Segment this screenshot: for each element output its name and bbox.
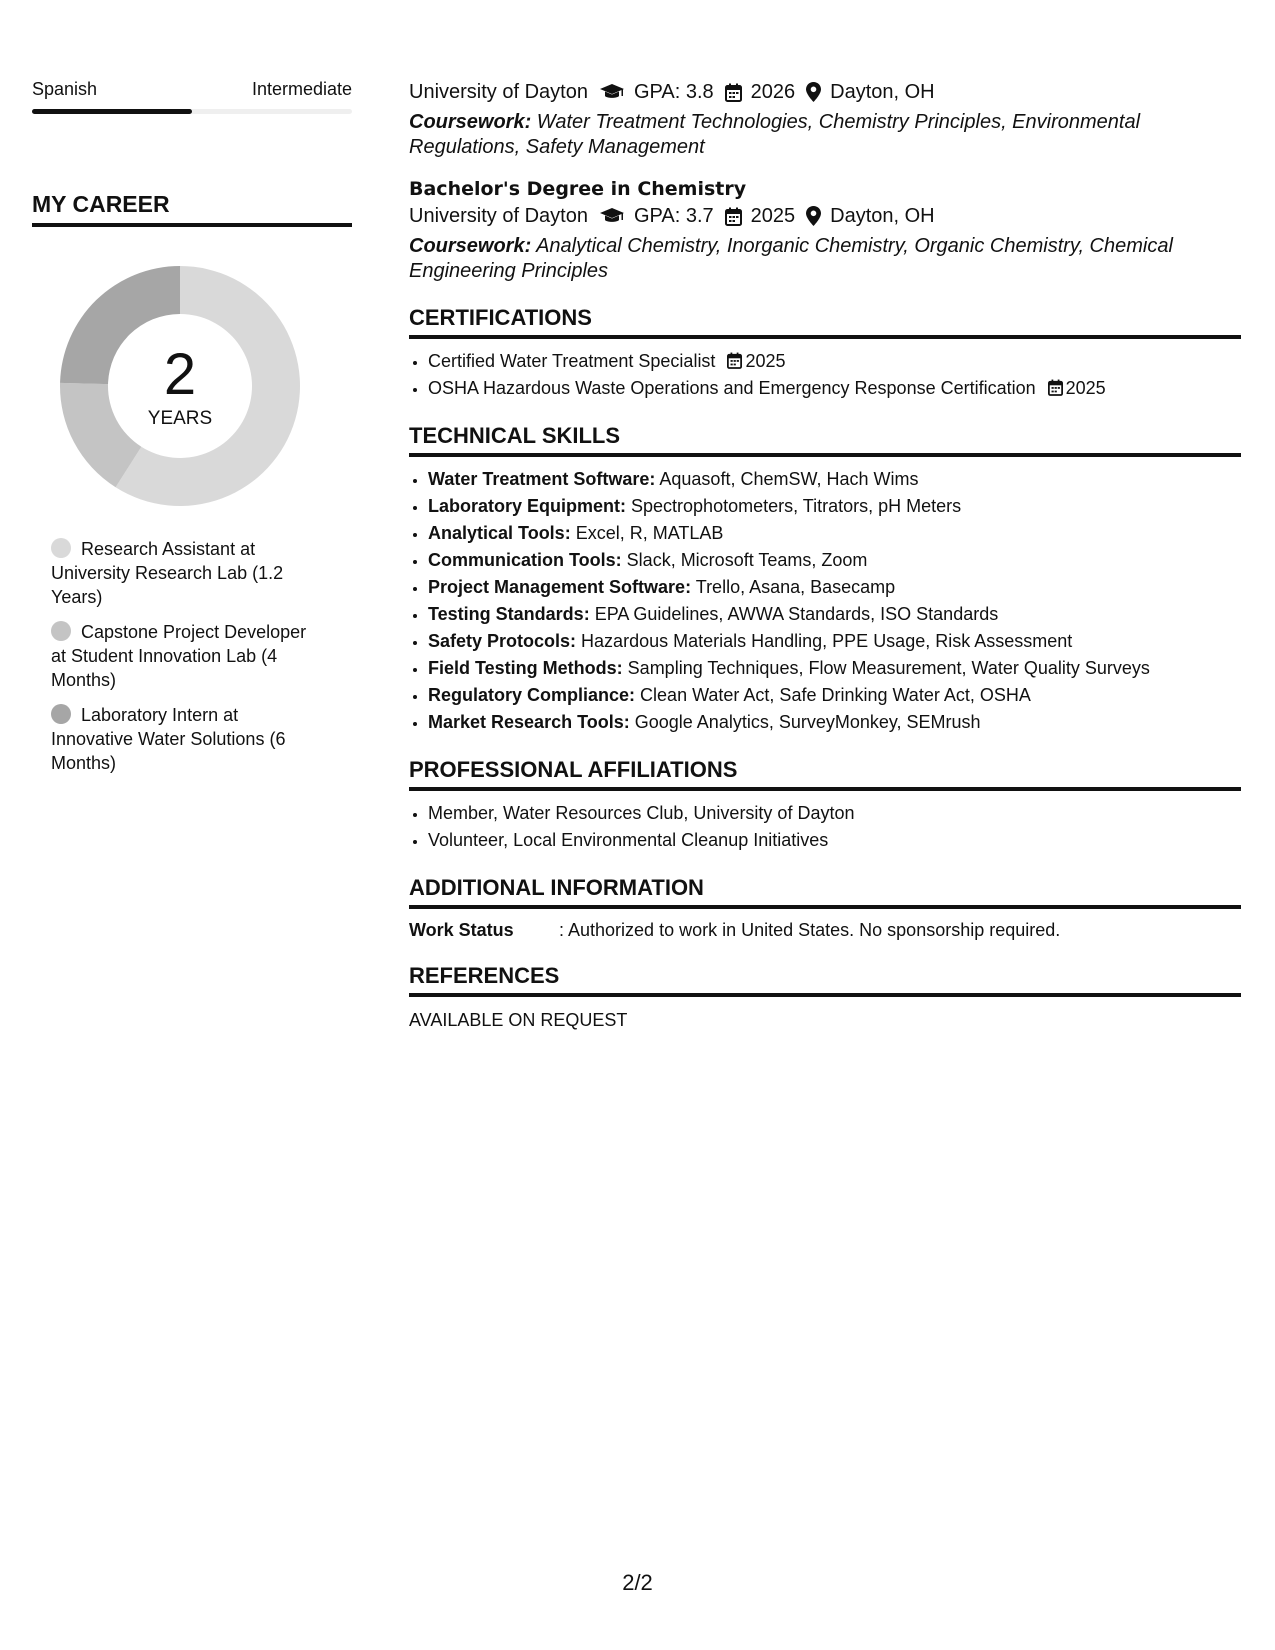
legend-dot bbox=[51, 704, 71, 724]
legend-label: Research Assistant at University Research Lab (1.2 Years) bbox=[51, 539, 284, 607]
language-proficiency-bar bbox=[32, 109, 352, 114]
skills-list bbox=[409, 466, 1241, 736]
left-column bbox=[32, 78, 352, 786]
affiliation-item: • Volunteer, Local Environmental Cleanup Initiatives bbox=[428, 827, 1241, 854]
graduation-cap-icon bbox=[599, 83, 625, 101]
coursework-list: Water Treatment Technologies, Chemistry Principles, Environmental Regulations, Safety Management bbox=[409, 111, 1141, 158]
skill-value: Trello, Asana, Basecamp bbox=[691, 577, 896, 597]
right-column bbox=[409, 78, 1241, 1032]
language-row bbox=[32, 78, 352, 100]
degree-title: Bachelor's Degree in Chemistry bbox=[409, 178, 747, 200]
skill-item bbox=[428, 466, 1241, 493]
skill-label: Field Testing Methods: bbox=[428, 658, 623, 678]
school-name: University of Dayton bbox=[409, 81, 588, 103]
legend-dot bbox=[51, 538, 71, 558]
skill-value: Hazardous Materials Handling, PPE Usage, Risk Assessment bbox=[576, 631, 1073, 651]
skill-item bbox=[428, 655, 1241, 682]
skill-value: Slack, Microsoft Teams, Zoom bbox=[621, 550, 868, 570]
location-pin-icon bbox=[806, 82, 821, 102]
skill-value: Sampling Techniques, Flow Measurement, Water Quality Surveys bbox=[622, 658, 1150, 678]
education-meta bbox=[409, 202, 1241, 230]
skill-label: Laboratory Equipment: bbox=[428, 496, 627, 516]
skill-value: Aquasoft, ChemSW, Hach Wims bbox=[655, 469, 919, 489]
school-location: Dayton, OH bbox=[830, 81, 935, 103]
skill-item bbox=[428, 574, 1241, 601]
gpa: GPA: 3.7 bbox=[633, 205, 714, 227]
coursework bbox=[409, 234, 1241, 284]
skill-item bbox=[428, 547, 1241, 574]
career-heading: MY CAREER bbox=[32, 190, 352, 227]
affiliation-item: • Member, Water Resources Club, University of Dayton bbox=[428, 800, 1241, 827]
certification-name: Certified Water Treatment Specialist bbox=[428, 351, 716, 371]
certification-item bbox=[428, 375, 1241, 402]
technical-skills-heading: TECHNICAL SKILLS bbox=[409, 422, 1241, 457]
skill-value: EPA Guidelines, AWWA Standards, ISO Standards bbox=[589, 604, 999, 624]
calendar-icon bbox=[725, 83, 742, 102]
affiliations-list bbox=[409, 800, 1241, 854]
skill-label: Analytical Tools: bbox=[428, 523, 571, 543]
legend-label: Capstone Project Developer at Student Innovation Lab (4 Months) bbox=[51, 622, 307, 690]
work-status-label: Work Status bbox=[409, 920, 514, 940]
references-text: AVAILABLE ON REQUEST bbox=[409, 1010, 628, 1030]
legend-item bbox=[51, 537, 322, 609]
skill-label: Testing Standards: bbox=[428, 604, 590, 624]
affiliations-heading: PROFESSIONAL AFFILIATIONS bbox=[409, 756, 1241, 791]
legend-label: Laboratory Intern at Innovative Water Solutions (6 Months) bbox=[51, 705, 286, 773]
language-proficiency-fill bbox=[32, 109, 192, 114]
graduation-year: 2025 bbox=[750, 205, 796, 227]
additional-info-heading: ADDITIONAL INFORMATION bbox=[409, 874, 1241, 909]
career-total-unit: YEARS bbox=[147, 408, 213, 429]
coursework-label: Coursework: bbox=[409, 111, 532, 133]
calendar-icon bbox=[727, 352, 742, 369]
career-total-number: 2 bbox=[163, 342, 197, 407]
certifications-list bbox=[409, 348, 1241, 402]
work-status-value: : Authorized to work in United States. No sponsorship required. bbox=[559, 920, 1061, 940]
certifications-heading: CERTIFICATIONS bbox=[409, 304, 1241, 339]
school-name: University of Dayton bbox=[409, 205, 588, 227]
certification-year: 2025 bbox=[1065, 378, 1106, 398]
skill-item bbox=[428, 493, 1241, 520]
education-entry bbox=[409, 78, 1241, 160]
school-location: Dayton, OH bbox=[830, 205, 935, 227]
graduation-year: 2026 bbox=[750, 81, 796, 103]
calendar-icon bbox=[1048, 379, 1063, 396]
language-name: Spanish bbox=[32, 79, 98, 99]
skill-value: Excel, R, MATLAB bbox=[570, 523, 724, 543]
skill-label: Safety Protocols: bbox=[428, 631, 577, 651]
page-number: 2/2 bbox=[622, 1570, 653, 1595]
skill-value: Clean Water Act, Safe Drinking Water Act, OSHA bbox=[635, 685, 1031, 705]
skill-label: Project Management Software: bbox=[428, 577, 692, 597]
graduation-cap-icon bbox=[599, 207, 625, 225]
skill-label: Market Research Tools: bbox=[428, 712, 630, 732]
coursework-label: Coursework: bbox=[409, 235, 532, 257]
legend-item bbox=[51, 703, 322, 775]
calendar-icon bbox=[725, 207, 742, 226]
coursework bbox=[409, 110, 1241, 160]
education-entry bbox=[409, 176, 1241, 284]
skill-item bbox=[428, 709, 1241, 736]
legend-dot bbox=[51, 621, 71, 641]
career-donut-chart bbox=[55, 261, 305, 511]
skill-item bbox=[428, 601, 1241, 628]
skill-value: Spectrophotometers, Titrators, pH Meters bbox=[626, 496, 962, 516]
work-status-row bbox=[409, 918, 1241, 942]
skill-item bbox=[428, 628, 1241, 655]
certification-item bbox=[428, 348, 1241, 375]
skill-item bbox=[428, 682, 1241, 709]
coursework-list: Analytical Chemistry, Inorganic Chemistry, Organic Chemistry, Chemical Engineering Principles bbox=[409, 235, 1173, 282]
skill-label: Regulatory Compliance: bbox=[428, 685, 636, 705]
donut-center bbox=[55, 261, 305, 511]
career-legend bbox=[32, 537, 352, 775]
skill-label: Water Treatment Software: bbox=[428, 469, 656, 489]
references-heading: REFERENCES bbox=[409, 962, 1241, 997]
skill-value: Google Analytics, SurveyMonkey, SEMrush bbox=[629, 712, 981, 732]
legend-item bbox=[51, 620, 322, 692]
certification-year: 2025 bbox=[745, 351, 786, 371]
skill-label: Communication Tools: bbox=[428, 550, 622, 570]
certification-name: OSHA Hazardous Waste Operations and Emergency Response Certification bbox=[428, 378, 1036, 398]
gpa: GPA: 3.8 bbox=[633, 81, 714, 103]
language-level: Intermediate bbox=[251, 79, 352, 99]
education-meta bbox=[409, 78, 1241, 106]
location-pin-icon bbox=[806, 206, 821, 226]
skill-item bbox=[428, 520, 1241, 547]
